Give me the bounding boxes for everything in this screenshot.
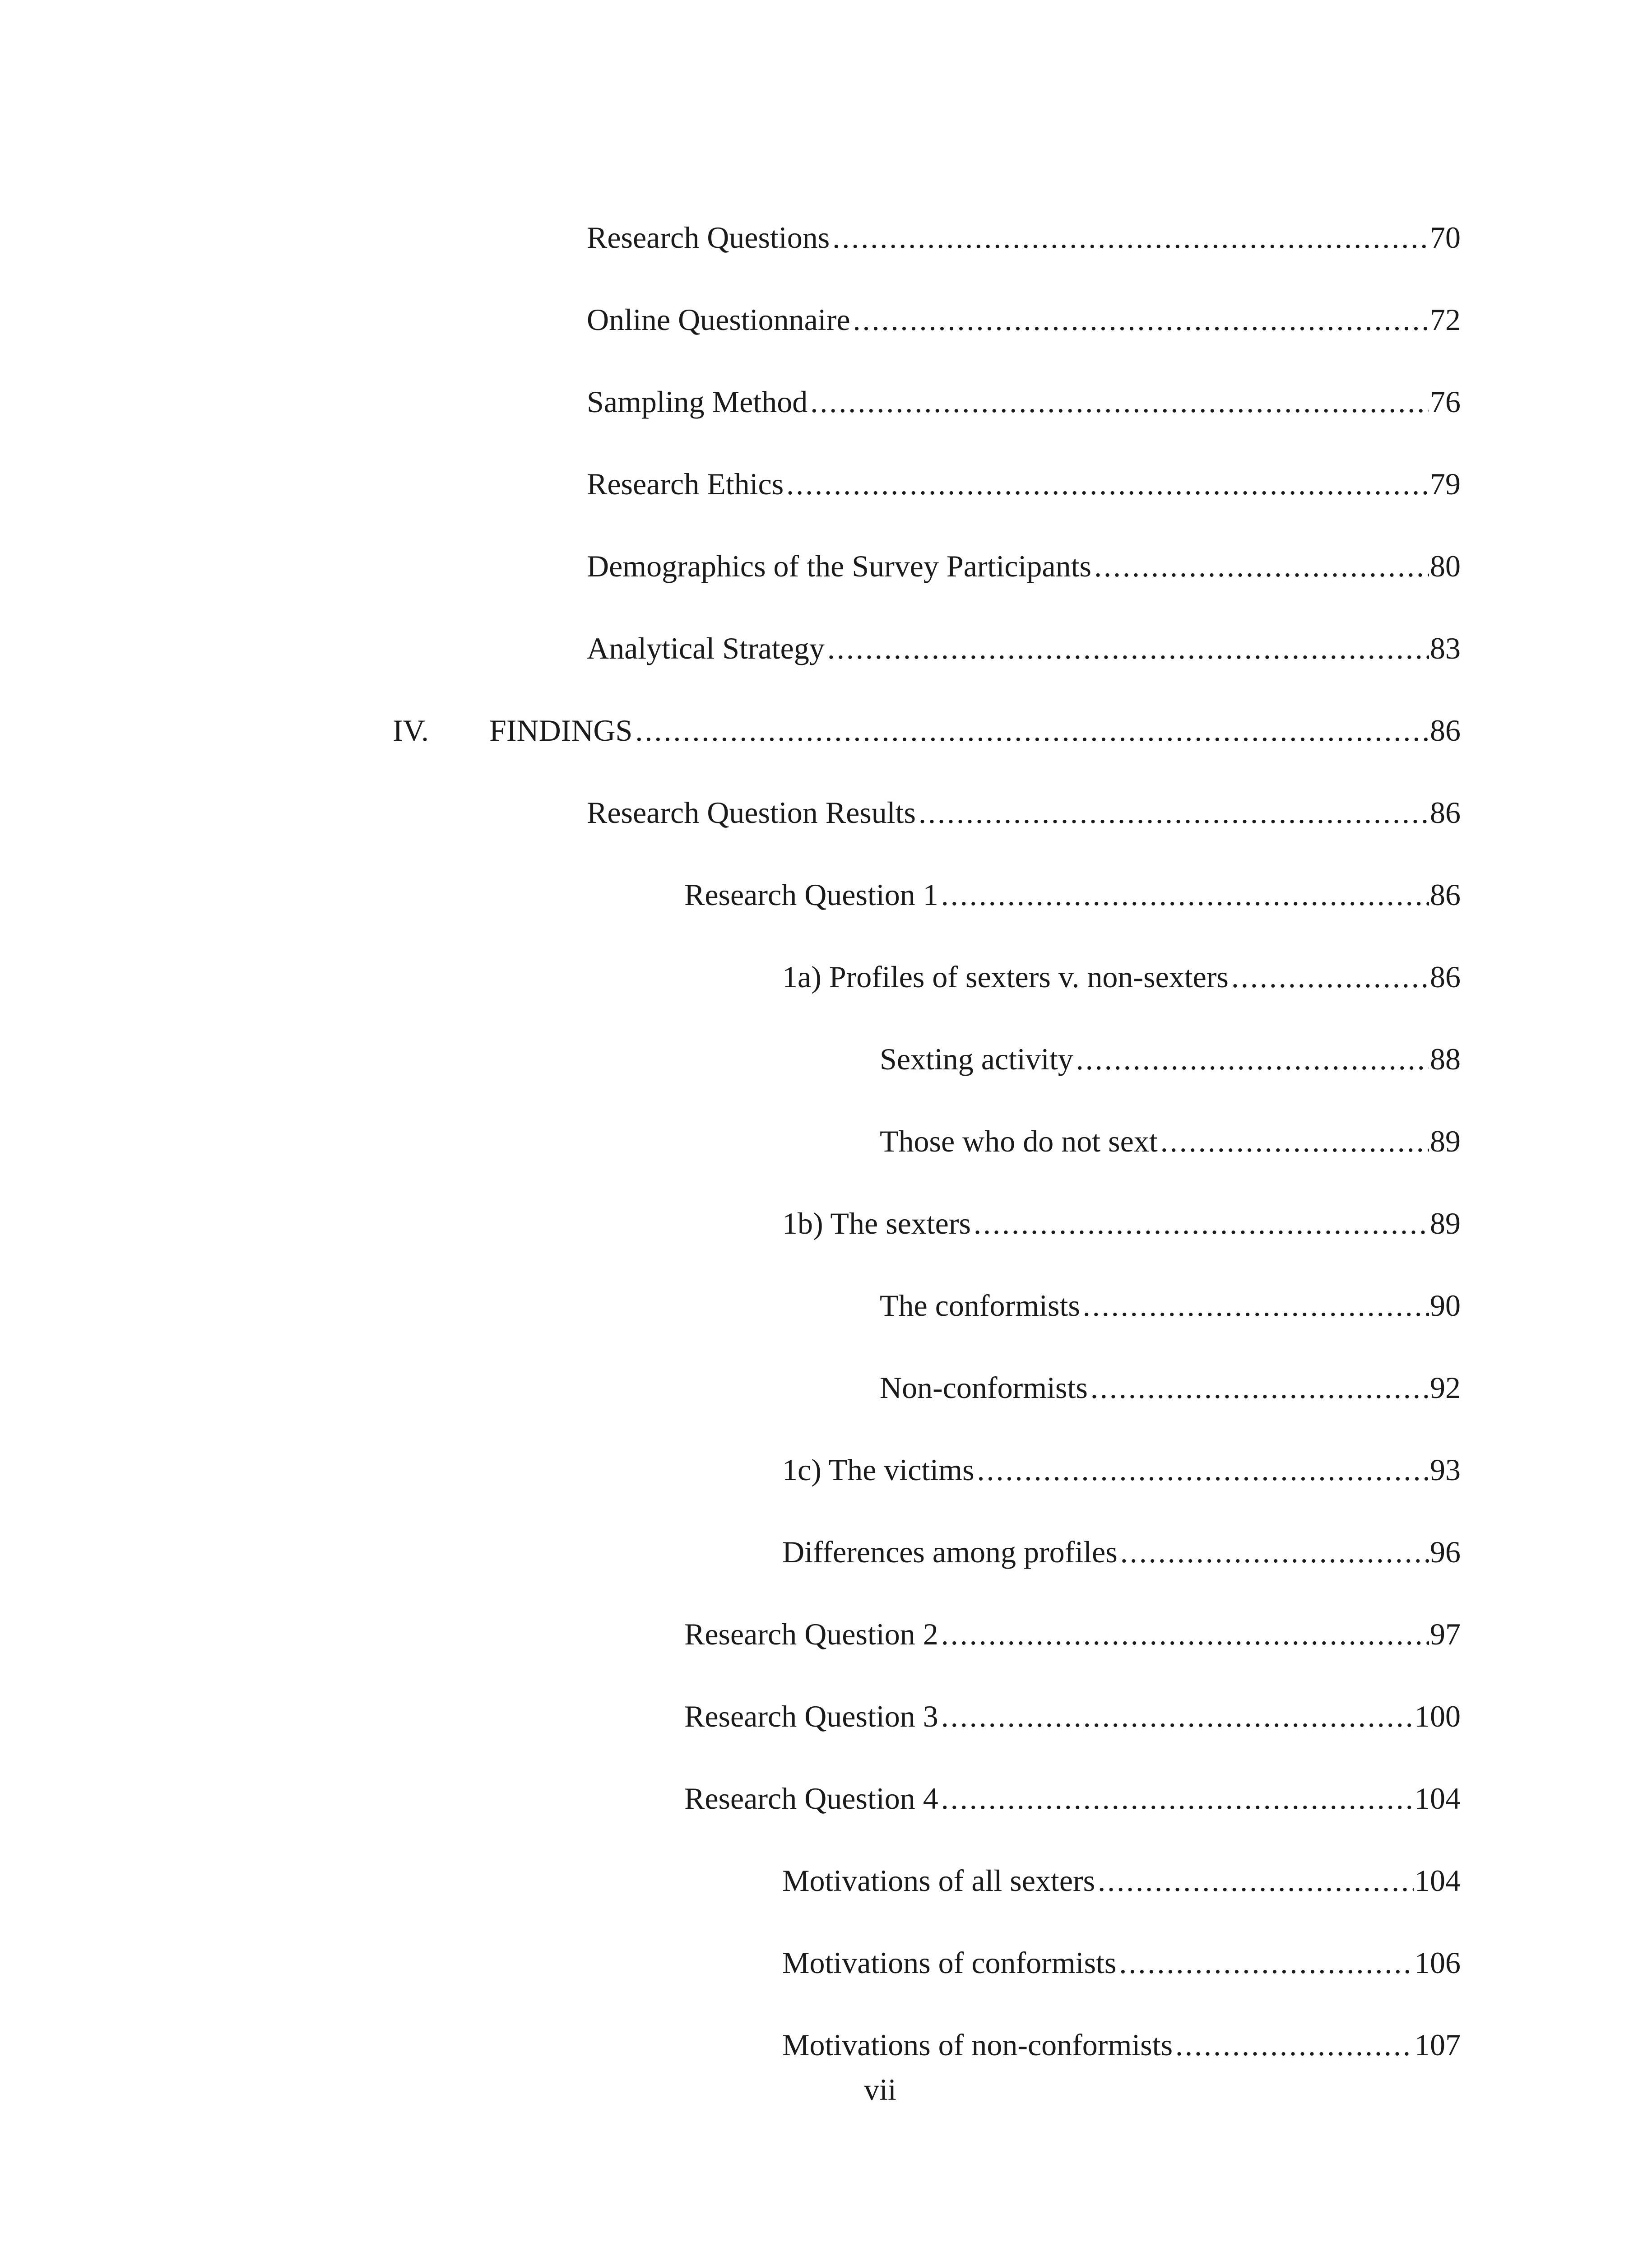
dot-leader: [1098, 1859, 1414, 1902]
toc-entry[interactable]: [587, 216, 1461, 259]
toc-entry[interactable]: [782, 955, 1461, 998]
toc-entry-page: 86: [1430, 878, 1461, 912]
dot-leader: [635, 709, 1429, 752]
toc-entry-title: Research Questions: [587, 220, 830, 255]
toc-entry-page: 104: [1415, 1863, 1461, 1898]
toc-entry[interactable]: [684, 1695, 1461, 1738]
toc-entry-page: 104: [1415, 1781, 1461, 1816]
toc-entry[interactable]: [782, 1202, 1461, 1245]
dot-leader: [1076, 1037, 1429, 1081]
toc-entry-title: Non-conformists: [880, 1370, 1088, 1405]
toc-entry-title: Research Question 1: [684, 878, 938, 912]
toc-entry-title: Motivations of non-conformists: [782, 2028, 1173, 2062]
dot-leader: [941, 873, 1429, 916]
dot-leader: [919, 791, 1429, 834]
toc-entry-title: The conformists: [880, 1288, 1080, 1323]
toc-entry[interactable]: [587, 380, 1461, 423]
dot-leader: [1083, 1284, 1429, 1327]
toc-entry-title: Research Question 2: [684, 1617, 938, 1651]
dot-leader: [974, 1202, 1429, 1245]
toc-entry-title: Research Ethics: [587, 467, 784, 501]
dot-leader: [810, 380, 1429, 423]
toc-entry-title: 1b) The sexters: [782, 1206, 971, 1240]
toc-chapter-entry[interactable]: [393, 709, 1461, 752]
toc-entry-title: 1c) The victims: [782, 1453, 974, 1487]
toc-entry-page: 96: [1430, 1535, 1461, 1569]
toc-entry-page: 100: [1415, 1699, 1461, 1733]
dot-leader: [977, 1448, 1429, 1491]
dot-leader: [941, 1695, 1414, 1738]
page-number: vii: [864, 2072, 896, 2107]
toc-entry-title: Online Questionnaire: [587, 302, 850, 337]
toc-entry-page: 79: [1430, 467, 1461, 501]
toc-entry-title: Research Question Results: [587, 795, 916, 830]
toc-entry-page: 86: [1430, 795, 1461, 830]
toc-entry-page: 83: [1430, 631, 1461, 665]
toc-entry-title: Research Question 3: [684, 1699, 938, 1733]
dot-leader: [832, 216, 1429, 259]
toc-entry[interactable]: [880, 1037, 1461, 1081]
dot-leader: [1120, 1530, 1429, 1574]
toc-entry-page: 89: [1430, 1206, 1461, 1240]
toc-entry-page: 89: [1430, 1124, 1461, 1158]
toc-entry[interactable]: [684, 1612, 1461, 1656]
toc-entry-title: Motivations of conformists: [782, 1946, 1117, 1980]
toc-entry-page: 72: [1430, 302, 1461, 337]
dot-leader: [1175, 2023, 1414, 2067]
toc-entry-title: Differences among profiles: [782, 1535, 1118, 1569]
toc-entry[interactable]: [587, 627, 1461, 670]
toc-entry[interactable]: [782, 1448, 1461, 1491]
toc-entry[interactable]: [684, 1777, 1461, 1820]
toc-entry-page: 93: [1430, 1453, 1461, 1487]
toc-entry[interactable]: [782, 1859, 1461, 1902]
toc-entry-page: 106: [1415, 1946, 1461, 1980]
toc-entry[interactable]: [782, 2023, 1461, 2067]
dot-leader: [941, 1612, 1429, 1656]
toc-entry-page: 90: [1430, 1288, 1461, 1323]
toc-entry-page: 107: [1415, 2028, 1461, 2062]
toc-entry-page: 86: [1430, 960, 1461, 994]
toc-entry-page: 88: [1430, 1042, 1461, 1076]
toc-entry[interactable]: [880, 1119, 1461, 1163]
toc-entry-title: Sampling Method: [587, 385, 808, 419]
toc-entry-title: Research Question 4: [684, 1781, 938, 1816]
dot-leader: [786, 462, 1429, 506]
toc-entry[interactable]: [782, 1530, 1461, 1574]
toc-entry[interactable]: [587, 544, 1461, 588]
toc-entry[interactable]: [782, 1941, 1461, 1984]
toc-entry[interactable]: [587, 462, 1461, 506]
toc-entry-title: Sexting activity: [880, 1042, 1073, 1076]
dot-leader: [1231, 955, 1429, 998]
toc-entry-title: 1a) Profiles of sexters v. non-sexters: [782, 960, 1229, 994]
toc-entry-title: Demographics of the Survey Participants: [587, 549, 1091, 583]
toc-entry-title: Motivations of all sexters: [782, 1863, 1095, 1898]
dot-leader: [1091, 1366, 1429, 1409]
toc-entry-page: 92: [1430, 1370, 1461, 1405]
dot-leader: [941, 1777, 1414, 1820]
toc-entry[interactable]: [880, 1284, 1461, 1327]
toc-entry-page: 97: [1430, 1617, 1461, 1651]
chapter-numeral: IV.: [393, 713, 429, 748]
dot-leader: [1160, 1119, 1429, 1163]
toc-entry-page: 76: [1430, 385, 1461, 419]
dot-leader: [853, 298, 1429, 341]
toc-entry-page: 70: [1430, 220, 1461, 255]
dot-leader: [1094, 544, 1429, 588]
dot-leader: [827, 627, 1429, 670]
toc-entry-page: 86: [1430, 713, 1461, 748]
toc-entry-title: Analytical Strategy: [587, 631, 825, 665]
toc-entry-title: Those who do not sext: [880, 1124, 1158, 1158]
toc-entry[interactable]: [587, 298, 1461, 341]
dot-leader: [1119, 1941, 1414, 1984]
toc-entry-title: FINDINGS: [489, 713, 633, 748]
toc-entry-page: 80: [1430, 549, 1461, 583]
toc-entry[interactable]: [880, 1366, 1461, 1409]
toc-entry[interactable]: [587, 791, 1461, 834]
toc-entry[interactable]: [684, 873, 1461, 916]
